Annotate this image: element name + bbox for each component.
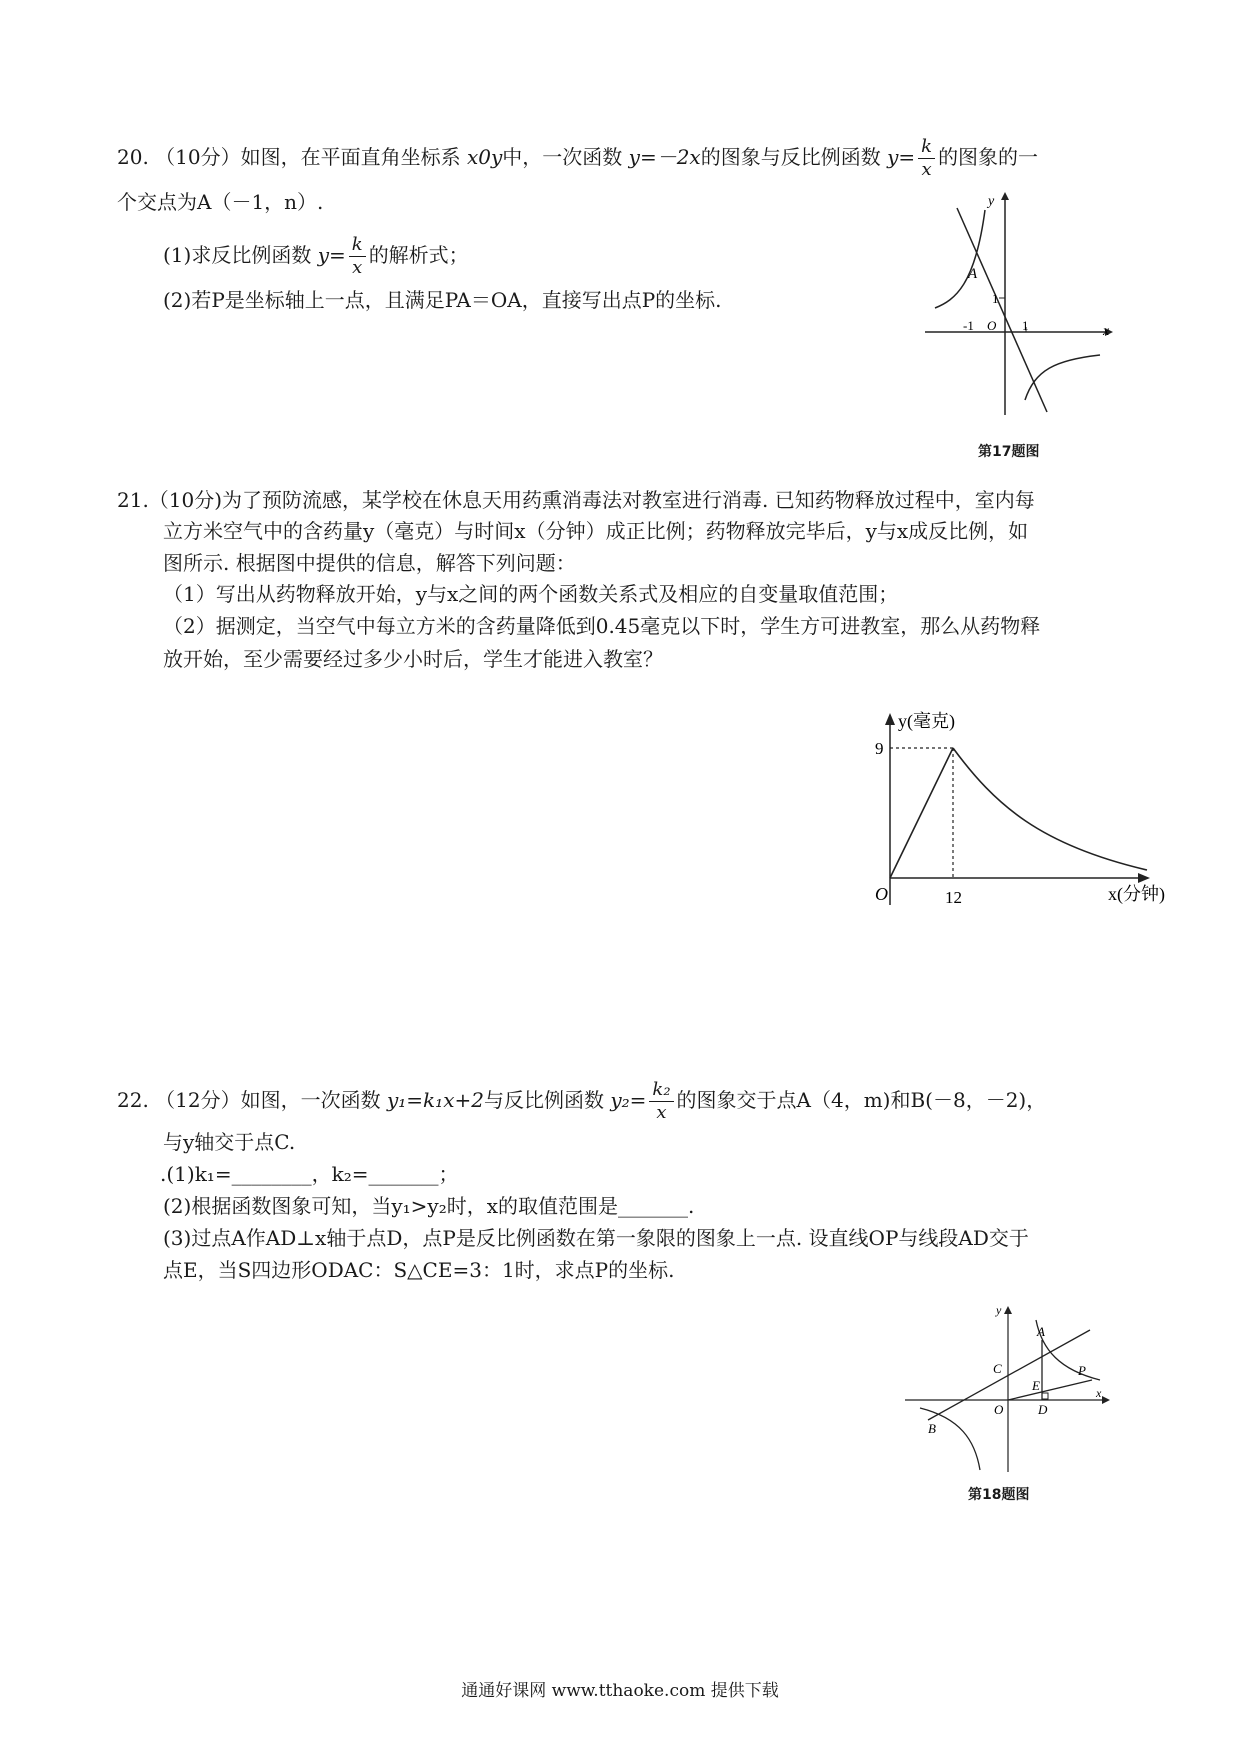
q22-linear-function: y₁=k₁x+2: [386, 1088, 484, 1112]
q21-part2-line1: （2）据测定，当空气中每立方米的含药量降低到0.45毫克以下时，学生方可进教室，那么从药物释: [163, 614, 1041, 638]
fraction-numerator: k: [349, 236, 366, 257]
point-a-label: A: [968, 266, 978, 282]
q21-figure: [865, 705, 1190, 925]
point-a-label: A: [1037, 1324, 1045, 1339]
fraction-numerator: k: [918, 138, 935, 159]
q20-func-lhs: y=: [887, 145, 916, 169]
tick-label-y-1: 1: [992, 291, 999, 306]
origin-label: O: [987, 318, 997, 333]
q21-line1: 21.（10分)为了预防流感，某学校在休息天用药熏消毒法对教室进行消毒. 已知药物释放过程中，室内每: [117, 488, 1035, 512]
q22-part3-line2: 点E，当S四边形ODAC：S△CE=3：1时，求点P的坐标.: [163, 1258, 675, 1282]
q20-coord-system: x0y: [466, 145, 503, 169]
q21-line3: 图所示. 根据图中提供的信息，解答下列问题：: [163, 551, 576, 575]
tick-label-x-neg1: -1: [963, 318, 974, 333]
q20-figure-caption: 第17题图: [978, 444, 1040, 460]
q20-text: 的图象与反比例函数: [700, 145, 881, 169]
q22-line1: [117, 1081, 1046, 1122]
x-axis-label: x: [1096, 1386, 1102, 1400]
y-axis-label: y(毫克): [898, 711, 955, 731]
y-axis-label: y: [996, 1303, 1002, 1317]
q21-line2: 立方米空气中的含药量y（毫克）与时间x（分钟）成正比例；药物释放完毕后，y与x成反比例，如: [163, 519, 1029, 543]
q22-part3-line1: (3)过点A作AD⊥x轴于点D，点P是反比例函数在第一象限的图象上一点. 设直线OP与线段AD交于: [163, 1226, 1029, 1250]
fraction-denominator: x: [656, 1102, 667, 1123]
q20-func-lhs: y=: [317, 243, 346, 267]
q20-figure: [925, 190, 1115, 420]
origin-label: O: [994, 1402, 1004, 1417]
fraction-denominator: x: [921, 159, 932, 180]
q20-part2: (2)若P是坐标轴上一点，且满足PA＝OA，直接写出点P的坐标.: [163, 288, 722, 312]
q22-line2: 与y轴交于点C.: [163, 1130, 296, 1154]
q20-text: 的图象的一: [938, 145, 1039, 169]
point-b-label: B: [928, 1421, 936, 1436]
tick-label-y-9: 9: [875, 739, 884, 758]
q20-text: 的解析式；: [368, 243, 469, 267]
point-c-label: C: [993, 1361, 1002, 1376]
page-footer: 通通好课网 www.tthaoke.com 提供下载: [461, 1681, 779, 1701]
q22-text: 与反比例函数: [483, 1088, 604, 1112]
point-e-label: E: [1032, 1378, 1040, 1393]
point-p-label: P: [1078, 1363, 1086, 1378]
q22-text: 22. （12分）如图，一次函数: [117, 1088, 381, 1112]
q20-part1: [163, 236, 469, 277]
q20-line1: [117, 138, 1038, 179]
tick-label-x-12: 12: [945, 888, 962, 907]
fraction-denominator: x: [352, 257, 363, 278]
q20-linear-function: y=－2x: [628, 145, 701, 169]
q20-text: (1)求反比例函数: [163, 243, 312, 267]
tick-label-x-1: 1: [1022, 318, 1029, 333]
x-axis-label: x: [1103, 324, 1110, 339]
q22-text: 的图象交于点A（4，m)和B(－8，－2)，: [676, 1088, 1047, 1112]
q21-part2-line2: 放开始，至少需要经过多少小时后，学生才能进入教室？: [163, 647, 663, 671]
q22-func-lhs: y₂=: [610, 1088, 647, 1112]
point-d-label: D: [1038, 1402, 1048, 1417]
q22-part2: (2)根据函数图象可知，当y₁>y₂时，x的取值范围是_______.: [163, 1194, 695, 1218]
q20-text: 20. （10分）如图，在平面直角坐标系: [117, 145, 461, 169]
q22-part1: .(1)k₁=________，k₂=_______；: [160, 1162, 459, 1186]
fraction-k2-over-x: [649, 1081, 673, 1122]
q21-part1: （1）写出从药物释放开始，y与x之间的两个函数关系式及相应的自变量取值范围；: [163, 582, 899, 606]
origin-label: O: [875, 884, 888, 904]
fraction-k-over-x: [349, 236, 366, 277]
q22-figure: [900, 1300, 1120, 1475]
q20-text: 中，一次函数: [502, 145, 623, 169]
y-axis-label: y: [988, 194, 995, 209]
q20-line2: 个交点为A（－1，n）.: [117, 190, 324, 214]
x-axis-label: x(分钟): [1108, 884, 1165, 904]
q22-figure-caption: 第18题图: [968, 1487, 1030, 1503]
fraction-k-over-x: [918, 138, 935, 179]
fraction-numerator: k₂: [649, 1081, 673, 1102]
